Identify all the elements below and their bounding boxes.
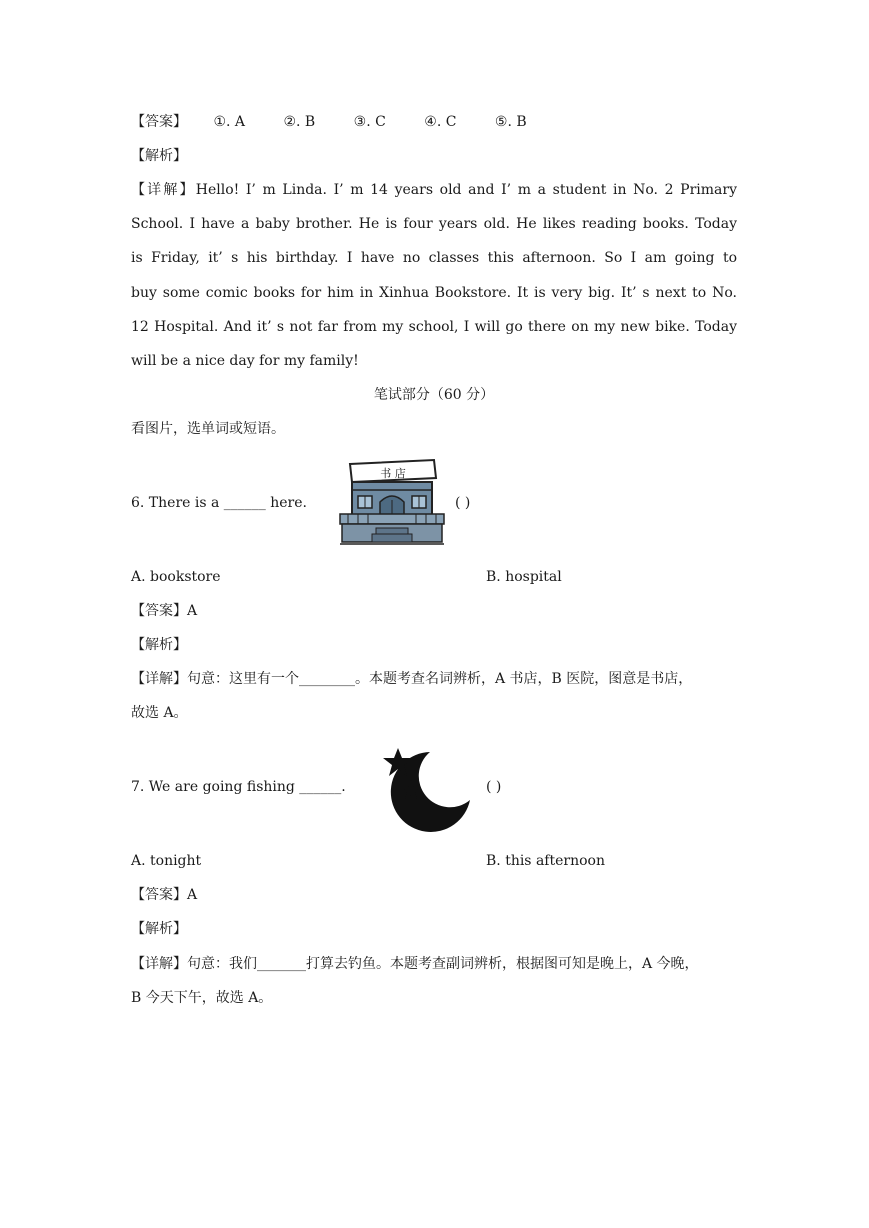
q7-stem: 7. We are going fishing ______. <box>131 779 346 795</box>
q6-answer-paren: ( ) <box>455 495 471 511</box>
detail-line-1: 【详解】Hello! I’ m Linda. I’ m 14 years old and I’ m a student in No. 2 Primary <box>131 182 737 198</box>
q7-answer-paren: ( ) <box>486 779 502 795</box>
q7-answer: 【答案】A <box>131 887 198 903</box>
q7-option-a: A. tonight <box>131 853 202 869</box>
answer-label: 【答案】 <box>131 114 187 130</box>
answer-option-5: ⑤. B <box>494 114 527 130</box>
q7-option-b: B. this afternoon <box>486 853 605 869</box>
answer-line-1 <box>131 113 527 131</box>
q6-option-b: B. hospital <box>486 569 562 585</box>
bookstore-picture <box>338 458 446 550</box>
moon-stars-icon <box>378 744 474 834</box>
q7-detail-line-1: 【详解】句意：我们_______打算去钓鱼。本题考查副词辨析，根据图可知是晚上，A 今晚， <box>131 956 699 972</box>
q6-stem: 6. There is a ______ here. <box>131 495 307 511</box>
answer-option-3: ③. C <box>353 114 386 130</box>
q6-detail-line-2: 故选 A。 <box>131 705 188 721</box>
analysis-label-1: 【解析】 <box>131 148 187 164</box>
q7-analysis: 【解析】 <box>131 921 187 937</box>
q6-option-a: A. bookstore <box>131 569 221 585</box>
section-title: 笔试部分（60 分） <box>373 387 495 403</box>
detail-line-5: 12 Hospital. And it’ s not far from my school, I will go there on my new bike. Today <box>131 319 737 335</box>
q6-detail-line-1: 【详解】句意：这里有一个________。本题考查名词辨析，A 书店，B 医院，图意是书店， <box>131 671 693 687</box>
answer-option-4: ④. C <box>424 114 457 130</box>
night-picture <box>378 744 474 834</box>
q6-answer: 【答案】A <box>131 603 198 619</box>
detail-line-6: will be a nice day for my family! <box>131 353 359 369</box>
q6-analysis: 【解析】 <box>131 637 187 653</box>
detail-line-2: School. I have a baby brother. He is four years old. He likes reading books. Today <box>131 216 737 232</box>
q7-detail-line-2: B 今天下午，故选 A。 <box>131 990 273 1006</box>
bookstore-sign-text: 书 店 <box>380 467 406 480</box>
detail-line-4: buy some comic books for him in Xinhua Bookstore. It is very big. It’ s next to No. <box>131 285 737 301</box>
answer-option-2: ②. B <box>283 114 316 130</box>
bookstore-icon <box>338 458 446 550</box>
detail-line-3: is Friday, it’ s his birthday. I have no classes this afternoon. So I am going to <box>131 250 737 266</box>
answer-option-1: ①. A <box>213 114 246 130</box>
instruction: 看图片，选单词或短语。 <box>131 421 285 437</box>
